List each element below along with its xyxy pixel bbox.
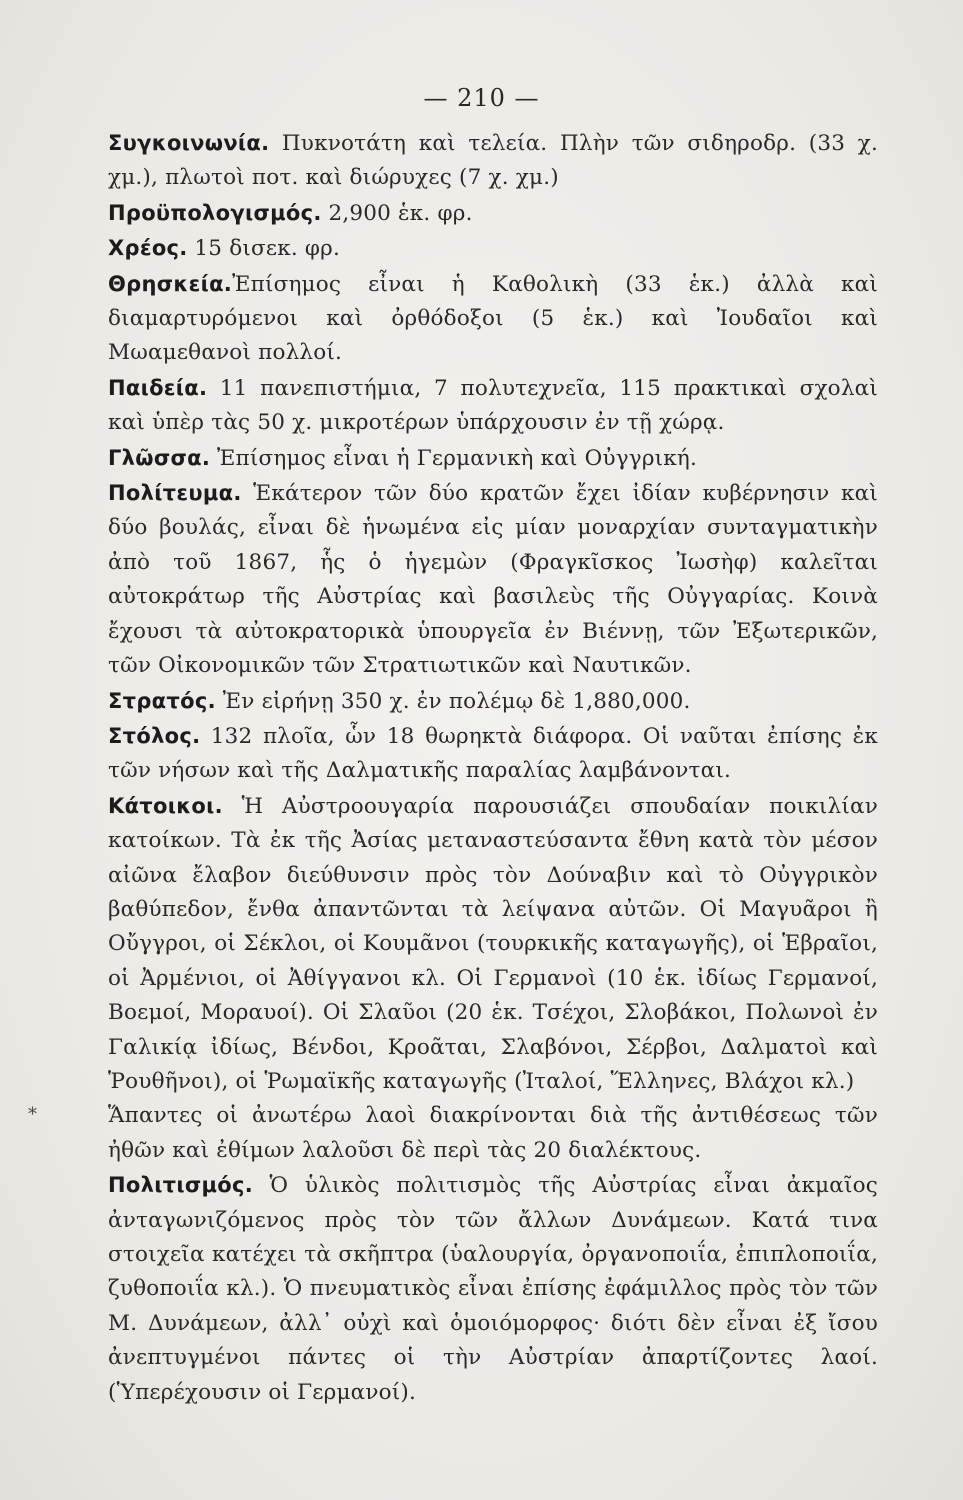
section-heading: Προϋπολογισμός. xyxy=(108,200,322,225)
section-text: Ἐπίσημος εἶναι ἡ Γερμανικὴ καὶ Οὐγγρική. xyxy=(216,445,698,471)
section-text: 11 πανεπιστήμια, 7 πολυτεχνεῖα, 115 πρακτικαὶ σχολαὶ καὶ ὑπὲρ τὰς 50 χ. μικροτέρων ὑπάρχουσιν ἐν τῇ χώρᾳ. xyxy=(108,375,878,436)
margin-mark: * xyxy=(28,1104,37,1125)
section-heading: Κάτοικοι. xyxy=(108,793,223,818)
section-transport xyxy=(108,126,878,196)
section-government xyxy=(108,476,878,683)
section-heading: Στόλος. xyxy=(108,723,201,748)
section-religion xyxy=(108,267,878,371)
section-language xyxy=(108,441,878,476)
section-heading: Πολίτευμα. xyxy=(108,481,242,506)
section-text: Ἅπαντες οἱ ἀνωτέρω λαοὶ διακρίνονται διὰ τῆς ἀντιθέσεως τῶν ἠθῶν καὶ ἐθίμων λαλοῦσι δὲ περὶ τὰς 20 διαλέκτους. xyxy=(108,1103,878,1163)
section-heading: Στρατός. xyxy=(108,688,216,713)
section-text: Ἐπίσημος εἶναι ἡ Καθολικὴ (33 ἑκ.) ἀλλὰ καὶ διαμαρτυρόμενοι καὶ ὀρθόδοξοι (5 ἑκ.) καὶ Ἰουδαῖοι καὶ Μωαμεθανοὶ πολλοί. xyxy=(108,271,878,366)
section-text: Ἡ Αὐστροουγαρία παρουσιάζει σπουδαίαν ποικιλίαν κατοίκων. Τὰ ἐκ τῆς Ἀσίας μεταναστεύσαντα ἔθνη κατὰ τὸν μέσον αἰῶνα ἔλαβον διεύθυνσιν πρὸς τὸν Δούναβιν καὶ τὸ Οὐγγρικὸν βαθύπεδον, ἔνθα ἀπαντῶνται τὰ λείψανα αὐτῶν. Οἱ Μαγυᾶροι ἢ Οὔγγροι, οἱ Σέκλοι, οἱ Κουμᾶνοι (τουρκικῆς καταγωγῆς), οἱ Ἑβραῖοι, οἱ Ἀρμένιοι, οἱ Ἀθίγγανοι κλ. Οἱ Γερμανοὶ (10 ἑκ. ἰδίως Γερμανοί, Βοεμοί, Μοραυοί). Οἱ Σλαῦοι (20 ἑκ. Τσέχοι, Σλοβάκοι, Πολωνοὶ ἐν Γαλικίᾳ ἰδίως, Βένδοι, Κροᾶται, Σλαβόνοι, Σέρβοι, Δαλματοὶ καὶ Ῥουθῆνοι), οἱ Ῥωμαϊκῆς καταγωγῆς (Ἰταλοί, Ἕλληνες, Βλάχοι κλ.) xyxy=(108,793,878,1094)
text-body xyxy=(108,126,878,1410)
section-heading: Συγκοινωνία. xyxy=(108,131,270,155)
section-text: 2,900 ἑκ. φρ. xyxy=(328,200,473,226)
section-heading: Γλῶσσα. xyxy=(108,445,211,470)
section-text: Πυκνοτάτη καὶ τελεία. Πλὴν τῶν σιδηροδρ. (33 χ. χμ.), πλωτοὶ ποτ. καὶ διώρυχες (7 χ. χμ.) xyxy=(108,131,879,191)
section-inhabitants xyxy=(108,789,878,1100)
section-text: 132 πλοῖα, ὧν 18 θωρηκτὰ διάφορα. Οἱ ναῦται ἐπίσης ἐκ τῶν νήσων καὶ τῆς Δαλματικῆς παραλίας λαμβάνονται. xyxy=(108,723,878,784)
section-education xyxy=(108,371,878,441)
section-civilization xyxy=(108,1168,878,1410)
section-text: Ὁ ὑλικὸς πολιτισμὸς τῆς Αὐστρίας εἶναι ἀκμαῖος ἀνταγωνιζόμενος πρὸς τὸν τῶν ἄλλων Δυνάμεων. Κατά τινα στοιχεῖα κατέχει τὰ σκῆπτρα (ὑαλουργία, ὀργανοποιΐα, ἐπιπλοποιΐα, ζυθοποιΐα κλ.). Ὁ πνευματικὸς εἶναι ἐπίσης ἐφάμιλλος πρὸς τὸν τῶν Μ. Δυνάμεων, ἀλλ᾽ οὐχὶ καὶ ὁμοιόμορφος· διότι δὲν εἶναι ἐξ ἴσου ἀνεπτυγμένοι πάντες οἱ τὴν Αὐστρίαν ἀπαρτίζοντες λαοί. (Ὑπερέχουσιν οἱ Γερμανοί). xyxy=(108,1173,878,1405)
page-number: — 210 — xyxy=(423,84,540,112)
section-heading: Χρέος. xyxy=(108,236,188,261)
section-heading: Θρησκεία. xyxy=(108,271,233,296)
section-text: 15 δισεκ. φρ. xyxy=(194,236,341,262)
section-text: Ἑκάτερον τῶν δύο κρατῶν ἔχει ἰδίαν κυβέρνησιν καὶ δύο βουλάς, εἶναι δὲ ἡνωμένα εἰς μίαν μοναρχίαν συνταγματικὴν ἀπὸ τοῦ 1867, ἧς ὁ ἡγεμὼν (Φραγκῖσκος Ἰωσὴφ) καλεῖται αὐτοκράτωρ τῆς Αὐστρίας καὶ βασιλεὺς τῆς Οὐγγαρίας. Κοινὰ ἔχουσι τὰ αὐτοκρατορικὰ ὑπουργεῖα ἐν Βιέννῃ, τῶν Ἐξωτερικῶν, τῶν Οἰκονομικῶν τῶν Στρατιωτικῶν καὶ Ναυτικῶν. xyxy=(108,481,878,679)
section-inhabitants-continued xyxy=(108,1099,878,1168)
section-debt xyxy=(108,231,878,266)
section-army xyxy=(108,684,878,719)
section-budget xyxy=(108,196,878,231)
section-text: Ἐν εἰρήνῃ 350 χ. ἐν πολέμῳ δὲ 1,880,000. xyxy=(222,688,691,714)
section-heading: Παιδεία. xyxy=(108,375,208,400)
section-heading: Πολιτισμός. xyxy=(108,1173,254,1198)
section-fleet xyxy=(108,719,878,789)
